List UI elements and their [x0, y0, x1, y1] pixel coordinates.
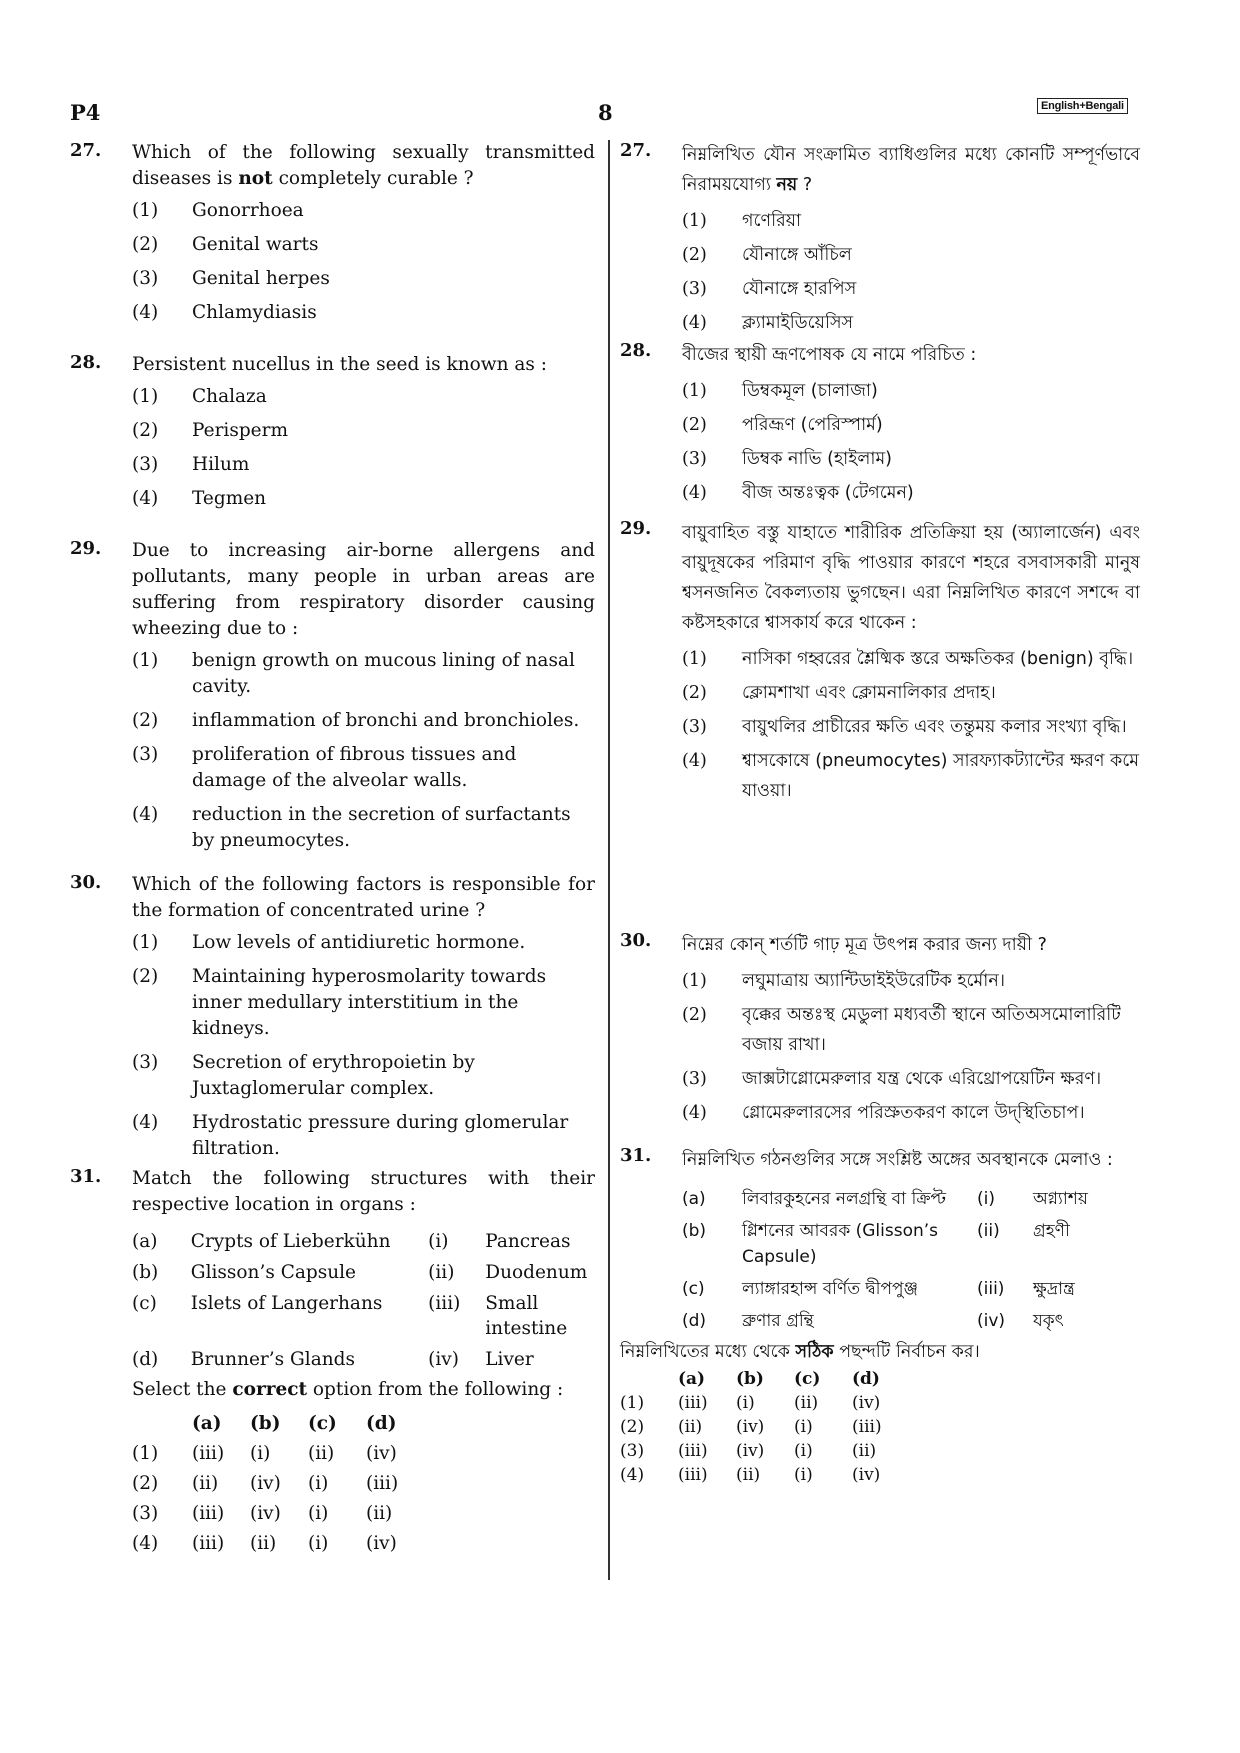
option[interactable]: (3) ডিম্বক নাভি (হাইলাম)	[682, 449, 892, 469]
match-row: (d) Brunner’s Glands (iv) Liver	[132, 1349, 534, 1370]
question-text: নিম্নলিখিত যৌন সংক্রামিত ব্যাধিগুলির মধ্যে কোনটি সম্পূর্ণভাবে নিরাময়যোগ্য নয় ?	[682, 145, 1140, 195]
options	[132, 198, 595, 326]
question-27-en	[70, 140, 595, 334]
answer-header: (a) (b) (c) (d)	[678, 1369, 880, 1389]
option[interactable]: (1) benign growth on mucous lining of nasal cavity.	[132, 650, 575, 697]
question-text: Due to increasing air-borne allergens and pollutants, many people in urban areas are suffering from respiratory disorder causing wheezing due to :	[132, 540, 595, 639]
option[interactable]: (4) Hydrostatic pressure during glomerular filtration.	[132, 1112, 569, 1159]
option[interactable]: (3) Secretion of erythropoietin by Juxtaglomerular complex.	[132, 1052, 475, 1099]
match-row: (b) গ্লিশনের আবরক (Glisson’s Capsule) (ii) গ্রহণী	[682, 1221, 1070, 1267]
question-31-en	[70, 1166, 595, 1559]
select-instruction: Select the correct option from the following :	[132, 1379, 564, 1400]
question-text: Which of the following sexually transmitted diseases is not completely curable ?	[132, 142, 595, 189]
option[interactable]: (4) Tegmen	[132, 488, 267, 509]
answer-table	[132, 1409, 424, 1559]
answer-option[interactable]: (1) (iii) (i) (ii) (iv)	[132, 1443, 397, 1464]
options	[132, 648, 595, 854]
question-29-en	[70, 538, 595, 862]
option[interactable]: (2) ক্লোমশাখা এবং ক্লোমনালিকার প্রদাহ।	[682, 683, 996, 703]
answer-option[interactable]: (4) (iii) (ii) (i) (iv)	[132, 1533, 397, 1554]
option[interactable]: (4) ক্ল্যামাইডিয়েসিস	[682, 313, 854, 333]
option[interactable]: (2) যৌনাঙ্গে আঁচিল	[682, 245, 852, 265]
answer-option[interactable]: (1) (iii) (i) (ii) (iv)	[620, 1393, 881, 1413]
paper-code: P4	[70, 100, 101, 125]
option[interactable]: (1) Chalaza	[132, 386, 267, 407]
answer-option[interactable]: (4) (iii) (ii) (i) (iv)	[620, 1465, 881, 1485]
answer-option[interactable]: (2) (ii) (iv) (i) (iii)	[620, 1417, 882, 1437]
question-28-bn	[620, 340, 1140, 512]
column-divider	[608, 140, 610, 1580]
options	[682, 644, 1140, 806]
question-number: 27.	[70, 140, 102, 161]
answer-option[interactable]: (3) (iii) (iv) (i) (ii)	[620, 1441, 877, 1461]
option[interactable]: (2) Genital warts	[132, 234, 319, 255]
match-row: (a) Crypts of Lieberkühn (i) Pancreas	[132, 1231, 571, 1252]
option[interactable]: (1) Gonorrhoea	[132, 200, 304, 221]
option[interactable]: (1) ডিম্বকমূল (চালাজা)	[682, 381, 878, 401]
options	[682, 206, 1140, 338]
question-number: 29.	[70, 538, 102, 559]
question-29-bn	[620, 518, 1140, 810]
options	[682, 966, 1140, 1128]
question-text: Persistent nucellus in the seed is known as :	[132, 354, 548, 375]
match-row: (d) ব্রুণার গ্রন্থি (iv) যকৃৎ	[682, 1311, 1064, 1331]
answer-option[interactable]: (3) (iii) (iv) (i) (ii)	[132, 1503, 393, 1524]
question-number: 29.	[620, 518, 652, 539]
match-row: (a) লিবারকুহনের নলগ্রন্থি বা ক্রিপ্ট (i) অগ্ন্যাশয়	[682, 1189, 1088, 1209]
question-number: 27.	[620, 140, 652, 161]
option[interactable]: (2) পরিভ্রূণ (পেরিস্পার্ম)	[682, 415, 883, 435]
option[interactable]: (1) নাসিকা গহ্বরের শ্লৈষ্মিক স্তরে অক্ষতিকর (benign) বৃদ্ধি।	[682, 649, 1134, 669]
option[interactable]: (2) Perisperm	[132, 420, 288, 441]
option[interactable]: (4) বীজ অন্তঃত্বক (টেগমেন)	[682, 483, 914, 503]
option[interactable]: (4) শ্বাসকোষে (pneumocytes) সারফ্যাকট্যান্টের ক্ষরণ কমে যাওয়া।	[682, 751, 1140, 801]
question-30-en	[70, 872, 595, 1170]
option[interactable]: (1) লঘুমাত্রায় অ্যান্টিডাইইউরেটিক হর্মোন।	[682, 971, 1006, 991]
option[interactable]: (3) বায়ুথলির প্রাচীরের ক্ষতি এবং তন্তুময় কলার সংখ্যা বৃদ্ধি।	[682, 717, 1127, 737]
answer-table	[620, 1367, 910, 1487]
option[interactable]: (1) গণেরিয়া	[682, 211, 802, 231]
question-28-en	[70, 352, 595, 520]
question-27-bn	[620, 140, 1140, 342]
options	[132, 384, 595, 512]
question-text: নিম্নলিখিত গঠনগুলির সঙ্গে সংশ্লিষ্ট অঙ্গের অবস্থানকে মেলাও :	[682, 1150, 1113, 1170]
option[interactable]: (3) proliferation of fibrous tissues and damage of the alveolar walls.	[132, 744, 517, 791]
option[interactable]: (3) যৌনাঙ্গে হারপিস	[682, 279, 857, 299]
page-number: 8	[598, 100, 613, 125]
question-30-bn	[620, 930, 1140, 1132]
option[interactable]: (4) Chlamydiasis	[132, 302, 317, 323]
question-text: বীজের স্থায়ী ভ্রূণপোষক যে নামে পরিচিত :	[682, 345, 977, 365]
match-table	[682, 1183, 1133, 1337]
option[interactable]: (3) Hilum	[132, 454, 250, 475]
option[interactable]: (2) Maintaining hyperosmolarity towards inner medullary interstitium in the kidneys.	[132, 966, 547, 1039]
match-row: (c) ল্যাঙ্গারহান্স বর্ণিত দ্বীপপুঞ্জ (iii) ক্ষুদ্রান্ত্র	[682, 1279, 1075, 1299]
option[interactable]: (4) reduction in the secretion of surfactants by pneumocytes.	[132, 804, 571, 851]
question-text: বায়ুবাহিত বস্তু যাহাতে শারীরিক প্রতিক্রিয়া হয় (অ্যালার্জেন) এবং বায়ুদূষকের পরিমাণ বৃদ্ধি পাওয়ার কারণে শহরে বসবাসকারী মানুষ শ্বসনজনিত বৈকল্যতায় ভুগছেন। এরা নিম্নলিখিত কারণে সশব্দে বা কষ্টসহকারে শ্বাসকার্য করে থাকেন :	[682, 523, 1140, 633]
match-table	[132, 1226, 595, 1375]
question-number: 28.	[620, 340, 652, 361]
question-text: Which of the following factors is responsible for the formation of concentrated urine ?	[132, 874, 595, 921]
question-number: 31.	[620, 1145, 652, 1166]
answer-header: (a) (b) (c) (d)	[192, 1413, 397, 1434]
answer-option[interactable]: (2) (ii) (iv) (i) (iii)	[132, 1473, 399, 1494]
option[interactable]: (2) বৃক্কের অন্তঃস্থ মেডুলা মধ্যবর্তী স্থানে অতিঅসমোলারিটি বজায় রাখা।	[682, 1005, 1121, 1055]
match-row: (b) Glisson’s Capsule (ii) Duodenum	[132, 1262, 588, 1283]
question-number: 30.	[70, 872, 102, 893]
question-31-bn	[620, 1145, 1140, 1487]
option[interactable]: (4) গ্লোমেরুলারসের পরিস্রুতকরণ কালে উদ্‌স্থিতিচাপ।	[682, 1103, 1085, 1123]
question-number: 30.	[620, 930, 652, 951]
question-text: নিম্নের কোন্ শর্তটি গাঢ় মূত্র উৎপন্ন করার জন্য দায়ী ?	[682, 935, 1047, 955]
select-instruction: নিম্নলিখিতের মধ্যে থেকে সঠিক পছন্দটি নির্বাচন কর।	[620, 1342, 980, 1362]
option[interactable]: (3) Genital herpes	[132, 268, 330, 289]
question-number: 28.	[70, 352, 102, 373]
match-row: (c) Islets of Langerhans (iii) Small intestine	[132, 1293, 568, 1339]
language-badge: English+Bengali	[1037, 98, 1128, 114]
options	[682, 376, 1140, 508]
option[interactable]: (3) জাক্সটাগ্লোমেরুলার যন্ত্র থেকে এরিথ্রোপয়েটিন ক্ষরণ।	[682, 1069, 1102, 1089]
question-number: 31.	[70, 1166, 102, 1187]
option[interactable]: (2) inflammation of bronchi and bronchioles.	[132, 710, 580, 731]
options	[132, 930, 595, 1162]
option[interactable]: (1) Low levels of antidiuretic hormone.	[132, 932, 526, 953]
question-text: Match the following structures with their respective location in organs :	[132, 1168, 595, 1215]
